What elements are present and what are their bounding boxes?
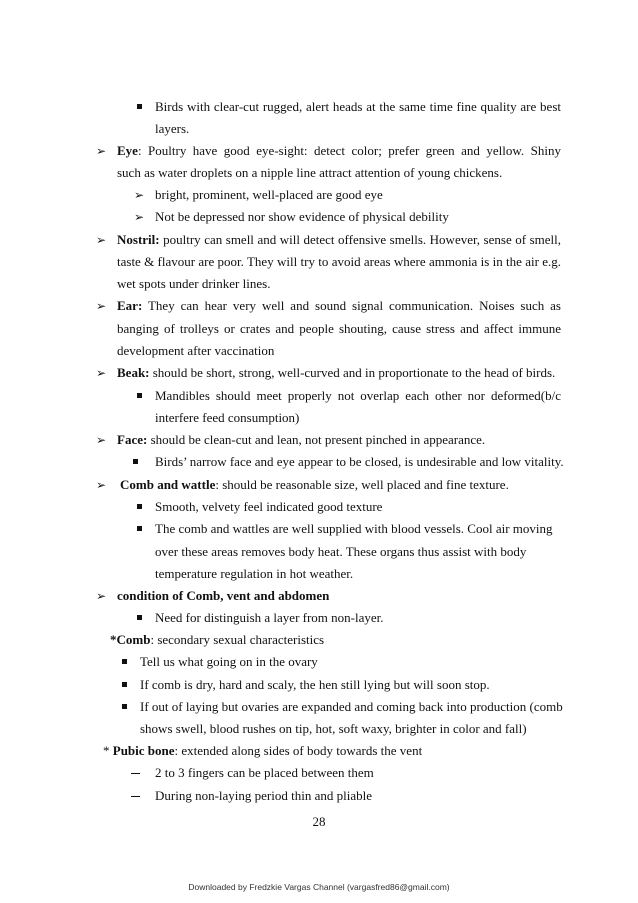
pubic-bone-note: * Pubic bone: extended along sides of body towards the vent	[103, 743, 423, 758]
comb-wattle-sub-item: The comb and wattles are well supplied with blood vessels. Cool air moving	[155, 521, 553, 536]
arrow-bullet-icon: ➢	[96, 433, 107, 447]
download-footer: Downloaded by Fredzkie Vargas Channel (vargasfred86@gmail.com)	[188, 882, 450, 892]
comb-note-sub-item-continued: shows swell, blood rushes on tip, hot, soft waxy, brighter in color and fall)	[140, 721, 527, 736]
condition-sub-item: Need for distinguish a layer from non-layer.	[155, 610, 384, 625]
comb-note-sub-item: If out of laying but ovaries are expanded and coming back into production (comb	[140, 699, 563, 714]
ear-heading: Ear:	[117, 298, 143, 313]
page-number: 28	[312, 814, 326, 829]
pubic-bone-heading: Pubic bone	[112, 743, 175, 758]
face-sub-item: Birds’ narrow face and eye appear to be closed, is undesirable and low vitality.	[155, 454, 564, 469]
comb-wattle-sub-item: Smooth, velvety feel indicated good texture	[155, 499, 383, 514]
comb-wattle-paragraph: Comb and wattle: should be reasonable size, well placed and fine texture.	[120, 477, 509, 492]
comb-wattle-heading: Comb and wattle	[120, 477, 216, 492]
arrow-bullet-icon: ➢	[96, 589, 107, 603]
arrow-bullet-icon: ➢	[134, 210, 145, 224]
dash-bullet-icon	[131, 773, 140, 774]
square-bullet-icon	[133, 459, 138, 464]
arrow-bullet-icon: ➢	[134, 188, 145, 202]
square-bullet-icon	[137, 393, 142, 398]
square-bullet-icon	[137, 504, 142, 509]
bullet-text-continued: layers.	[155, 121, 190, 136]
ear-paragraph-continued: banging of trolleys or crates and people shouting, cause stress and affect immune	[117, 321, 561, 336]
arrow-bullet-icon: ➢	[96, 366, 107, 380]
face-heading: Face:	[117, 432, 148, 447]
dash-bullet-icon	[131, 796, 140, 797]
nostril-heading: Nostril:	[117, 232, 160, 247]
nostril-paragraph-continued: taste & flavour are poor. They will try to avoid areas where ammonia is in the air e.g.	[117, 254, 561, 269]
nostril-paragraph-continued: wet spots under drinker lines.	[117, 276, 271, 291]
pubic-bone-sub-item: During non-laying period thin and pliable	[155, 788, 372, 803]
square-bullet-icon	[137, 615, 142, 620]
comb-note-sub-item: Tell us what going on in the ovary	[140, 654, 318, 669]
ear-paragraph-continued: development after vaccination	[117, 343, 275, 358]
arrow-bullet-icon: ➢	[96, 233, 107, 247]
eye-paragraph-continued: such as water droplets on a nipple line attract attention of young chickens.	[117, 165, 503, 180]
beak-sub-item: Mandibles should meet properly not overlap each other nor deformed(b/c	[155, 388, 561, 403]
comb-wattle-sub-item-continued: over these areas removes body heat. These organs thus assist with body	[155, 544, 527, 559]
eye-heading: Eye	[117, 143, 138, 158]
arrow-bullet-icon: ➢	[96, 478, 107, 492]
beak-sub-item-continued: interfere feed consumption)	[155, 410, 300, 425]
square-bullet-icon	[122, 704, 127, 709]
square-bullet-icon	[122, 659, 127, 664]
pubic-bone-sub-item: 2 to 3 fingers can be placed between them	[155, 765, 374, 780]
nostril-paragraph: Nostril: poultry can smell and will detect offensive smells. However, sense of smell,	[117, 232, 561, 247]
eye-paragraph: Eye: Poultry have good eye-sight: detect color; prefer green and yellow. Shiny	[117, 143, 561, 158]
beak-heading: Beak:	[117, 365, 150, 380]
square-bullet-icon	[122, 682, 127, 687]
comb-note-sub-item: If comb is dry, hard and scaly, the hen still lying but will soon stop.	[140, 677, 490, 692]
comb-note: *Comb: secondary sexual characteristics	[110, 632, 325, 647]
beak-paragraph: Beak: should be short, strong, well-curved and in proportionate to the head of birds.	[117, 365, 556, 380]
comb-wattle-sub-item-continued: temperature regulation in hot weather.	[155, 566, 354, 581]
ear-paragraph: Ear: They can hear very well and sound signal communication. Noises such as	[117, 298, 561, 313]
eye-sub-item: bright, prominent, well-placed are good eye	[155, 187, 383, 202]
condition-heading: condition of Comb, vent and abdomen	[117, 588, 330, 603]
square-bullet-icon	[137, 104, 142, 109]
arrow-bullet-icon: ➢	[96, 299, 107, 313]
face-paragraph: Face: should be clean-cut and lean, not present pinched in appearance.	[117, 432, 486, 447]
comb-note-heading: *Comb	[110, 632, 151, 647]
bullet-text: Birds with clear-cut rugged, alert heads at the same time fine quality are best	[155, 99, 561, 114]
eye-sub-item: Not be depressed nor show evidence of physical debility	[155, 209, 449, 224]
square-bullet-icon	[137, 526, 142, 531]
arrow-bullet-icon: ➢	[96, 144, 107, 158]
